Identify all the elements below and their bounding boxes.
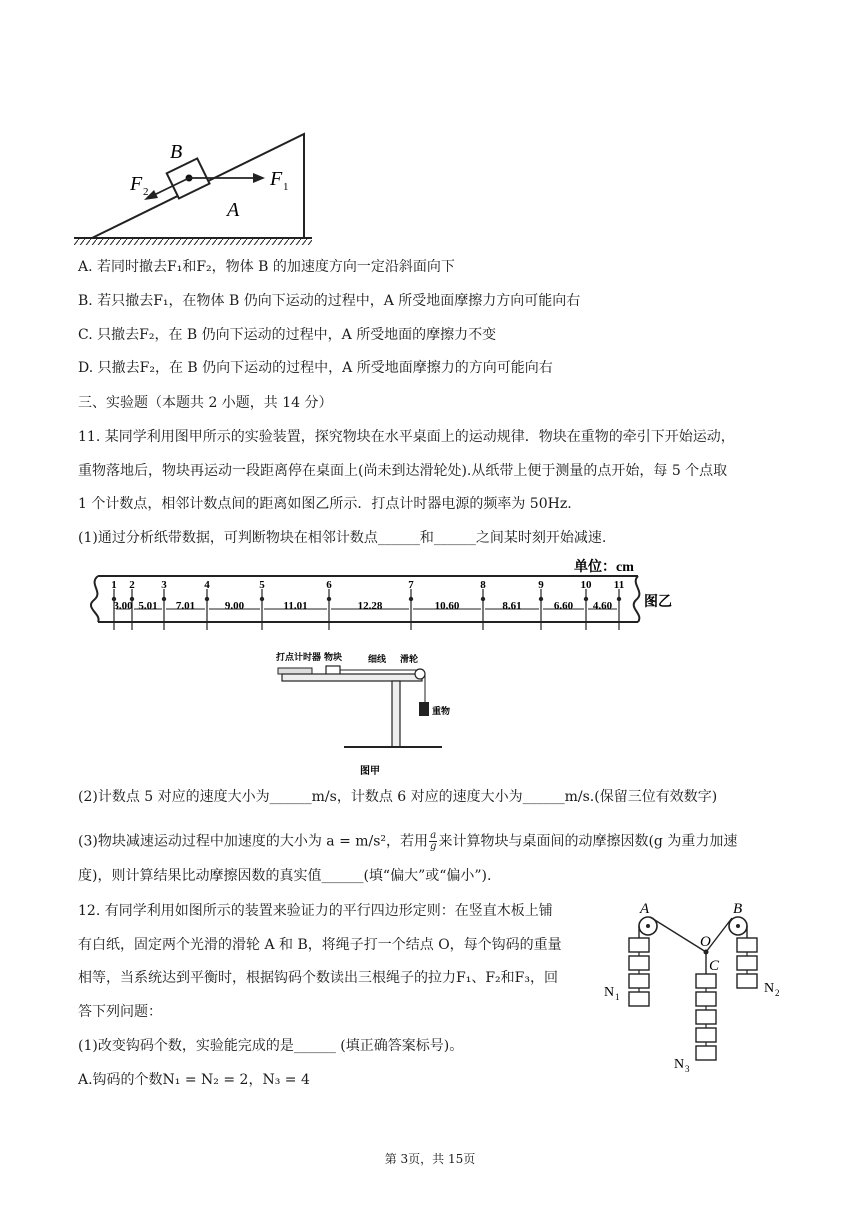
knot-o-label: O [700,934,711,950]
f2-label: F [130,173,143,195]
tape-point-dot [327,597,331,601]
option-c: C. 只撤去F₂，在 B 仍向下运动的过程中，A 所受地面的摩擦力不变 [78,327,497,343]
tape-distance-label: 4.60 [592,600,613,612]
tape-point-dot [409,597,413,601]
hook-weight [696,1046,716,1060]
q11-sub3-part2: 度)，则计算结果比动摩擦因数的真实值______(填“偏大”或“偏小”). [78,868,492,884]
q11-sub2: (2)计数点 5 对应的速度大小为______m/s，计数点 6 对应的速度大小为______m/s.(保留三位有效数字) [78,789,718,805]
n3-label: N [674,1057,685,1072]
option-d: D. 只撤去F₂，在 B 仍向下运动的过程中，A 所受地面摩擦力的方向可能向右 [78,360,553,376]
weight-label: 重物 [432,706,451,716]
tape-point-label: 7 [408,579,414,591]
pulley-b-label: B [733,901,743,917]
tape-fig-label: 图乙 [644,595,672,610]
hook-weight [696,992,716,1006]
tape-distance-label: 7.01 [175,600,196,612]
tape-point-dot [260,597,264,601]
weights-n1 [629,938,649,1006]
tape-point-label: 5 [259,579,265,591]
q12-line3: 相等，当系统达到平衡时，根据钩码个数读出三根绳子的拉力F₁、F₂和F₃，回 [78,970,558,986]
q11-sub3-part1 [78,831,737,852]
hook-weight [696,1010,716,1024]
tape-distance-label: 6.60 [553,600,574,612]
fraction-numerator: a [430,830,437,841]
n1-sub: 1 [615,992,620,1002]
tape-point-dot [617,597,621,601]
q11-sub3-a: (3)物块减速运动过程中加速度的大小为 a = m/s²，若用 [78,833,429,850]
tape-point-label: 9 [538,579,544,591]
tape-point-label: 2 [129,579,135,591]
tape-point-dot [205,597,209,601]
section-title: 三、实验题（本题共 2 小题，共 14 分） [78,395,333,411]
apparatus-figure [272,648,462,778]
q12-option-a: A.钩码的个数N₁ = N₂ = 2，N₃ = 4 [78,1072,310,1088]
tape-point-label: 4 [204,579,210,591]
n3-sub: 3 [685,1064,690,1074]
tape-distance-label: 8.61 [502,600,522,612]
fraction-a-over-g [429,831,437,852]
n2-sub: 2 [775,988,780,998]
tape-distance-label: 5.01 [138,600,158,612]
incline-figure [72,128,322,246]
tape-right-tear [634,576,640,622]
tape-distance-label: 10.60 [434,600,460,612]
tape-point-dot [162,597,166,601]
option-a: A. 若同时撤去F₁和F₂，物体 B 的加速度方向一定沿斜面向下 [78,259,455,275]
hook-weight [737,956,757,970]
q12-sub1: (1)改变钩码个数，实验能完成的是______ (填正确答案标号)。 [78,1038,464,1054]
q11-line2: 重物落地后，物块再运动一段距离停在桌面上(尚未到达滑轮处).从纸带上便于测量的点开始，每 5 个点取 [78,463,728,479]
paper-tape-figure [78,556,708,638]
c-label: C [709,958,720,974]
q11-line3: 1 个计数点，相邻计数点间的距离如图乙所示．打点计时器电源的频率为 50Hz. [78,496,572,512]
option-b: B. 若只撤去F₁，在物体 B 仍向下运动的过程中，A 所受地面摩擦力方向可能向右 [78,293,581,309]
wedge-label: A [227,199,240,221]
f1-sub: 1 [283,181,289,193]
tape-point-label: 1 [111,579,117,591]
q12-line1: 12. 有同学利用如图所示的装置来验证力的平行四边形定则：在竖直木板上铺 [78,903,553,919]
tape-point-label: 11 [613,579,625,591]
block-label: B [170,141,183,163]
n2-label: N [764,981,775,996]
block-label-app: 物块 [324,652,343,662]
hook-weight [696,974,716,988]
hook-weight [629,956,649,970]
tape-unit: 单位：cm [574,560,634,575]
n1-label: N [604,985,615,1000]
q12-line2: 有白纸，固定两个光滑的滑轮 A 和 B，将绳子打一个结点 O，每个钩码的重量 [78,937,562,953]
hook-weight [737,974,757,988]
hook-weight [696,1028,716,1042]
weights-n2 [737,938,757,988]
tape-distance-label: 9.00 [224,600,245,612]
fraction-denominator: g [430,841,437,852]
tape-point-label: 10 [580,579,592,591]
tape-distance-label: 3.00 [113,600,133,612]
q12-line4: 答下列问题： [78,1004,162,1020]
tape-point-label: 8 [480,579,486,591]
pulley-a-label: A [640,901,650,917]
pulley-figure [600,896,790,1078]
hook-weight [629,938,649,952]
table-leg [392,681,400,747]
tape-left-tear [91,576,99,622]
tape-point-label: 6 [326,579,332,591]
pulley-label: 滑轮 [400,654,419,664]
f2-sub: 2 [143,186,149,198]
tape-distance-label: 11.01 [283,600,308,612]
weight-shape [419,702,429,716]
rope-ao [650,917,706,952]
timer-label: 打点计时器 [276,652,322,662]
tape-point-label: 3 [161,579,167,591]
q11-line1: 11. 某同学利用图甲所示的实验装置，探究物块在水平桌面上的运动规律．物块在重物的牵引下开始运动， [78,429,735,445]
apparatus-fig-label: 图甲 [360,766,380,777]
tape-point-dot [584,597,588,601]
timer-shape [278,668,312,674]
hook-weight [629,974,649,988]
ground-hatch [74,238,312,245]
tape-point-dot [481,597,485,601]
page-footer: 第 3页，共 15页 [384,1152,476,1166]
tape-point-dot [539,597,543,601]
pulley-shape [415,669,425,679]
f1-label: F [270,168,283,190]
tape-distance-label: 12.28 [357,600,383,612]
hook-weight [629,992,649,1006]
table-top [282,674,422,681]
weights-n3 [696,974,716,1060]
hook-weight [737,938,757,952]
q11-sub3-b: 来计算物块与桌面间的动摩擦因数(g 为重力加速 [438,833,738,850]
q11-sub1: (1)通过分析纸带数据，可判断物块在相邻计数点______和______之间某时刻开始减速. [78,530,607,546]
string-label: 细线 [368,654,387,664]
